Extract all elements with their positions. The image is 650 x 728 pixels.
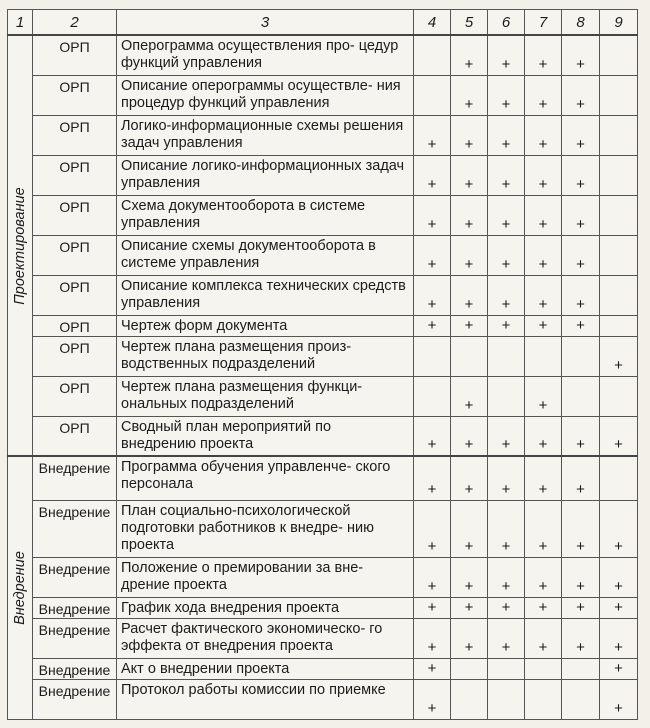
mark-cell: + — [525, 115, 562, 155]
row-document: Программа обучения управленче- ского персонала — [117, 456, 414, 500]
table-row — [8, 275, 638, 315]
row-document: Чертеж форм документа — [117, 315, 414, 336]
mark-cell — [525, 658, 562, 679]
mark-cell: + — [414, 315, 451, 336]
row-code: ОРП — [33, 315, 117, 336]
mark-cell: + — [414, 679, 451, 719]
mark-cell: + — [488, 557, 525, 597]
mark-cell: + — [451, 456, 488, 500]
row-document: Описание схемы документооборота в системе управления — [117, 235, 414, 275]
mark-cell — [600, 376, 638, 416]
mark-cell: + — [562, 155, 600, 195]
mark-cell: + — [451, 195, 488, 235]
mark-cell: + — [562, 456, 600, 500]
mark-cell: + — [414, 155, 451, 195]
mark-cell: + — [525, 195, 562, 235]
row-code: Внедрение — [33, 679, 117, 719]
mark-cell: + — [562, 235, 600, 275]
table-row — [8, 597, 638, 618]
mark-cell: + — [451, 235, 488, 275]
mark-cell — [600, 75, 638, 115]
mark-cell: + — [488, 195, 525, 235]
mark-cell: + — [414, 500, 451, 557]
mark-cell: + — [414, 416, 451, 456]
mark-cell — [562, 336, 600, 376]
mark-cell — [488, 376, 525, 416]
row-code: ОРП — [33, 416, 117, 456]
row-document: Акт о внедрении проекта — [117, 658, 414, 679]
row-document: Оперограмма осуществления про- цедур функций управления — [117, 35, 414, 75]
mark-cell: + — [414, 557, 451, 597]
row-document: Сводный план мероприятий по внедрению проекта — [117, 416, 414, 456]
mark-cell — [488, 679, 525, 719]
mark-cell — [600, 35, 638, 75]
mark-cell — [414, 376, 451, 416]
document-table — [7, 9, 638, 720]
row-code: ОРП — [33, 35, 117, 75]
table-row — [8, 679, 638, 719]
mark-cell: + — [488, 315, 525, 336]
row-code: Внедрение — [33, 456, 117, 500]
mark-cell: + — [525, 376, 562, 416]
mark-cell — [600, 456, 638, 500]
mark-cell: + — [600, 618, 638, 658]
row-code: Внедрение — [33, 618, 117, 658]
row-code: ОРП — [33, 336, 117, 376]
row-document: Описание комплекса технических средств управления — [117, 275, 414, 315]
mark-cell: + — [600, 557, 638, 597]
mark-cell: + — [525, 235, 562, 275]
table-row — [8, 658, 638, 679]
mark-cell: + — [488, 155, 525, 195]
table-row — [8, 195, 638, 235]
stage-label: Внедрение — [12, 550, 28, 625]
mark-cell: + — [488, 597, 525, 618]
mark-cell: + — [451, 115, 488, 155]
row-document: Описание логико-информационных задач управления — [117, 155, 414, 195]
row-document: Протокол работы комиссии по приемке — [117, 679, 414, 719]
mark-cell: + — [451, 155, 488, 195]
mark-cell — [414, 35, 451, 75]
mark-cell: + — [600, 500, 638, 557]
table-row — [8, 35, 638, 75]
table-row — [8, 557, 638, 597]
mark-cell: + — [488, 75, 525, 115]
stage-design — [8, 35, 33, 456]
row-document: График хода внедрения проекта — [117, 597, 414, 618]
mark-cell: + — [451, 35, 488, 75]
row-code: ОРП — [33, 235, 117, 275]
mark-cell: + — [414, 275, 451, 315]
header-cell: 2 — [33, 10, 117, 36]
mark-cell: + — [600, 658, 638, 679]
mark-cell: + — [600, 679, 638, 719]
row-document: Чертеж плана размещения произ- водственных подразделений — [117, 336, 414, 376]
mark-cell — [488, 336, 525, 376]
mark-cell: + — [562, 75, 600, 115]
row-code: Внедрение — [33, 597, 117, 618]
row-document: Положение о премировании за вне- дрение проекта — [117, 557, 414, 597]
mark-cell: + — [600, 336, 638, 376]
mark-cell: + — [562, 557, 600, 597]
table-row — [8, 500, 638, 557]
mark-cell: + — [562, 416, 600, 456]
header-cell: 5 — [451, 10, 488, 36]
mark-cell: + — [562, 195, 600, 235]
mark-cell: + — [525, 416, 562, 456]
mark-cell — [600, 275, 638, 315]
mark-cell: + — [525, 500, 562, 557]
mark-cell — [562, 679, 600, 719]
mark-cell: + — [451, 557, 488, 597]
header-row — [8, 10, 638, 36]
mark-cell: + — [451, 500, 488, 557]
mark-cell — [414, 336, 451, 376]
mark-cell: + — [562, 500, 600, 557]
row-code: ОРП — [33, 75, 117, 115]
mark-cell — [451, 679, 488, 719]
mark-cell: + — [525, 155, 562, 195]
mark-cell: + — [414, 658, 451, 679]
mark-cell: + — [414, 597, 451, 618]
mark-cell — [600, 315, 638, 336]
mark-cell: + — [488, 115, 525, 155]
mark-cell: + — [525, 597, 562, 618]
mark-cell: + — [451, 376, 488, 416]
stage-label: Проектирование — [12, 186, 28, 305]
row-code: Внедрение — [33, 658, 117, 679]
mark-cell: + — [562, 35, 600, 75]
header-cell: 1 — [8, 10, 33, 36]
row-code: Внедрение — [33, 500, 117, 557]
row-document: Описание оперограммы осуществле- ния процедур функций управления — [117, 75, 414, 115]
header-cell: 4 — [414, 10, 451, 36]
row-document: Чертеж плана размещения функци- ональных подразделений — [117, 376, 414, 416]
mark-cell — [451, 658, 488, 679]
mark-cell: + — [525, 456, 562, 500]
table-row — [8, 456, 638, 500]
header-cell: 6 — [488, 10, 525, 36]
mark-cell: + — [562, 315, 600, 336]
mark-cell: + — [525, 315, 562, 336]
table-row — [8, 75, 638, 115]
mark-cell — [525, 679, 562, 719]
table-row — [8, 376, 638, 416]
mark-cell: + — [451, 75, 488, 115]
table-row — [8, 618, 638, 658]
table-row — [8, 115, 638, 155]
mark-cell — [562, 376, 600, 416]
mark-cell: + — [488, 500, 525, 557]
mark-cell — [600, 235, 638, 275]
mark-cell: + — [451, 618, 488, 658]
mark-cell: + — [488, 456, 525, 500]
mark-cell: + — [414, 456, 451, 500]
table-row — [8, 155, 638, 195]
row-code: ОРП — [33, 115, 117, 155]
mark-cell: + — [525, 557, 562, 597]
table-row — [8, 315, 638, 336]
mark-cell: + — [488, 416, 525, 456]
mark-cell: + — [414, 115, 451, 155]
mark-cell: + — [451, 416, 488, 456]
mark-cell: + — [600, 416, 638, 456]
table-row — [8, 235, 638, 275]
header-cell: 9 — [600, 10, 638, 36]
mark-cell: + — [562, 115, 600, 155]
mark-cell: + — [488, 35, 525, 75]
row-code: ОРП — [33, 155, 117, 195]
row-code: ОРП — [33, 195, 117, 235]
mark-cell: + — [562, 597, 600, 618]
mark-cell: + — [525, 75, 562, 115]
mark-cell — [525, 336, 562, 376]
mark-cell — [600, 195, 638, 235]
mark-cell: + — [488, 618, 525, 658]
mark-cell: + — [414, 195, 451, 235]
row-document: План социально-психологической подготовки работников к внедре- нию проекта — [117, 500, 414, 557]
row-code: ОРП — [33, 376, 117, 416]
header-cell: 7 — [525, 10, 562, 36]
mark-cell: + — [451, 275, 488, 315]
mark-cell — [451, 336, 488, 376]
mark-cell: + — [525, 275, 562, 315]
mark-cell: + — [488, 235, 525, 275]
mark-cell: + — [600, 597, 638, 618]
mark-cell — [488, 658, 525, 679]
mark-cell — [414, 75, 451, 115]
mark-cell — [600, 115, 638, 155]
mark-cell: + — [562, 275, 600, 315]
mark-cell: + — [525, 35, 562, 75]
mark-cell — [600, 155, 638, 195]
row-document: Логико-информационные схемы решения задач управления — [117, 115, 414, 155]
mark-cell: + — [562, 618, 600, 658]
mark-cell — [562, 658, 600, 679]
table-row — [8, 416, 638, 456]
header-cell: 3 — [117, 10, 414, 36]
mark-cell: + — [414, 618, 451, 658]
row-code: Внедрение — [33, 557, 117, 597]
row-document: Расчет фактического экономическо- го эффекта от внедрения проекта — [117, 618, 414, 658]
table-row — [8, 336, 638, 376]
stage-implementation — [8, 456, 33, 719]
row-code: ОРП — [33, 275, 117, 315]
mark-cell: + — [488, 275, 525, 315]
mark-cell: + — [414, 235, 451, 275]
mark-cell: + — [451, 315, 488, 336]
header-cell: 8 — [562, 10, 600, 36]
mark-cell: + — [451, 597, 488, 618]
row-document: Схема документооборота в системе управления — [117, 195, 414, 235]
mark-cell: + — [525, 618, 562, 658]
